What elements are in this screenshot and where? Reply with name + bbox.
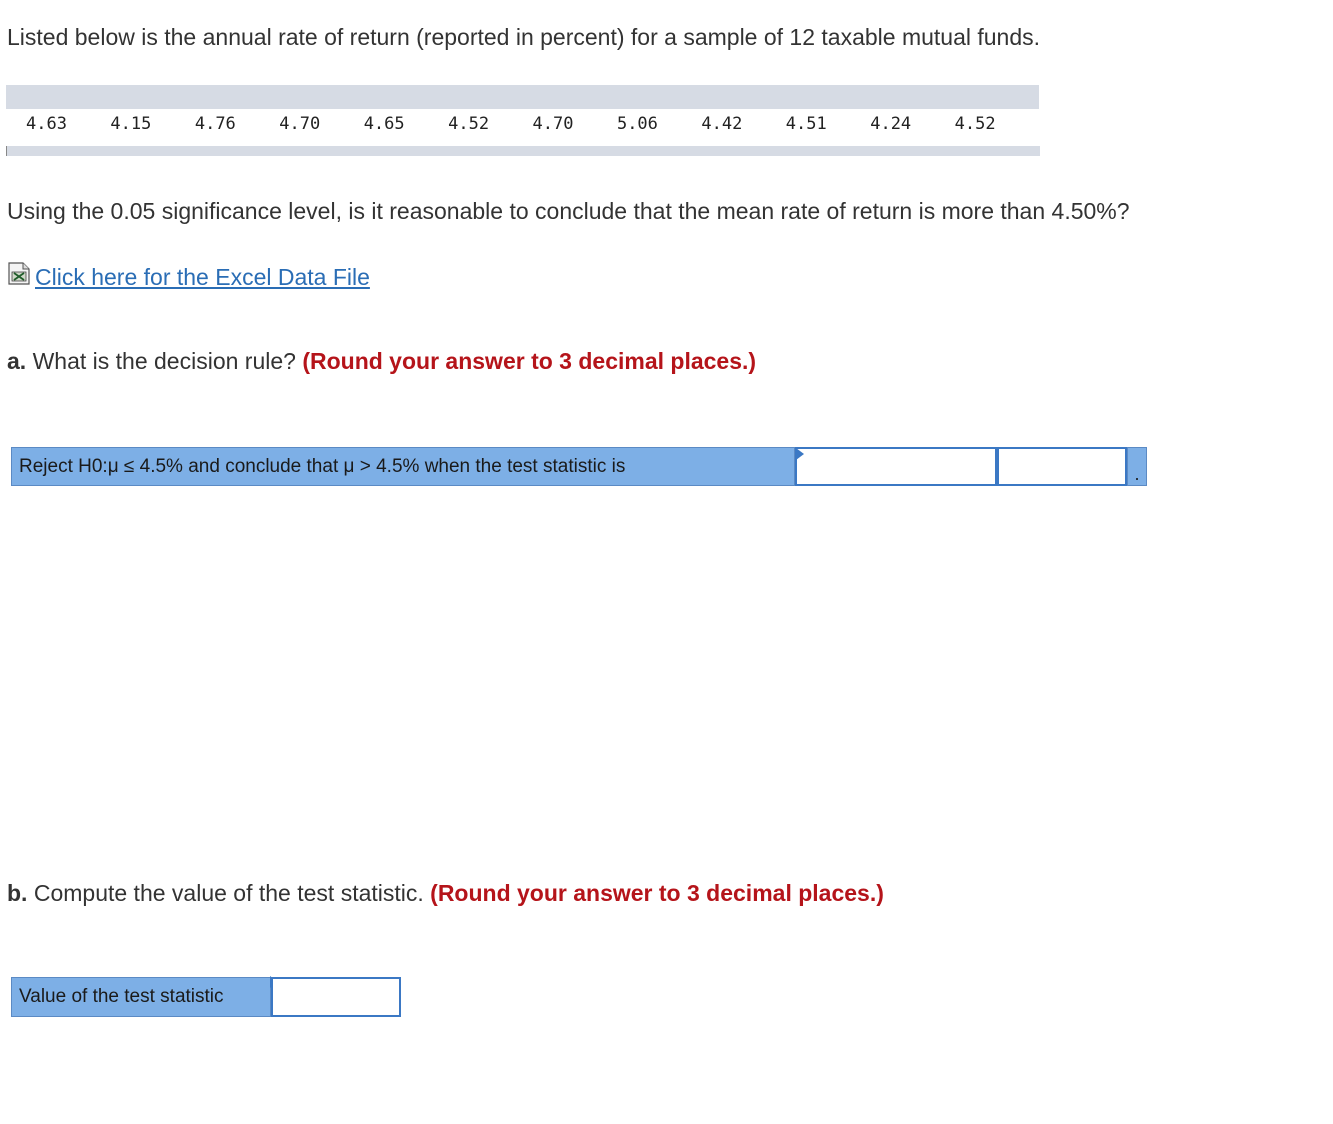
part-b-heading	[7, 880, 884, 907]
part-b-letter: b.	[7, 880, 28, 906]
question-text: Using the 0.05 significance level, is it reasonable to conclude that the mean rate of return is more than 4.50%?	[7, 198, 1130, 224]
part-a-prompt: What is the decision rule?	[26, 348, 303, 374]
data-value: 4.51	[785, 114, 827, 134]
part-a-heading	[7, 348, 756, 375]
decision-rule-row	[11, 447, 1147, 486]
part-a-letter: a.	[7, 348, 27, 374]
data-value: 4.42	[701, 114, 743, 134]
data-value: 4.52	[954, 114, 996, 134]
excel-file-icon	[7, 262, 35, 292]
part-a-instruction: (Round your answer to 3 decimal places.)	[302, 348, 757, 374]
data-value: 4.52	[448, 114, 490, 134]
data-value: 4.76	[194, 114, 236, 134]
test-statistic-label: Value of the test statistic	[11, 977, 271, 1017]
data-value: 4.15	[110, 114, 152, 134]
test-statistic-input[interactable]	[271, 977, 401, 1017]
test-statistic-row	[11, 977, 401, 1017]
data-value: 4.70	[279, 114, 321, 134]
answer-marker-icon	[796, 448, 804, 460]
test-statistic-field	[271, 977, 401, 1017]
intro-text: Listed below is the annual rate of return (reported in percent) for a sample of 12 taxable mutual funds.	[7, 24, 1041, 50]
data-value: 5.06	[616, 114, 658, 134]
decision-rule-period: .	[1127, 447, 1147, 486]
excel-link-label: Click here for the Excel Data File	[35, 263, 370, 290]
data-value: 4.65	[363, 114, 405, 134]
data-value: 4.24	[870, 114, 912, 134]
data-table-header-band	[6, 85, 1039, 109]
data-value: 4.70	[532, 114, 574, 134]
data-values-row	[6, 110, 1039, 146]
decision-rule-label: Reject H0:μ ≤ 4.5% and conclude that μ > 4.5% when the test statistic is	[11, 447, 795, 486]
critical-value-input[interactable]	[997, 447, 1127, 486]
excel-data-link[interactable]	[7, 262, 370, 292]
part-b-instruction: (Round your answer to 3 decimal places.)	[430, 880, 884, 906]
data-value: 4.63	[26, 114, 67, 134]
decision-rule-select[interactable]	[795, 447, 997, 486]
data-table-footer-band	[6, 146, 1040, 156]
part-b-prompt: Compute the value of the test statistic.	[27, 880, 431, 906]
